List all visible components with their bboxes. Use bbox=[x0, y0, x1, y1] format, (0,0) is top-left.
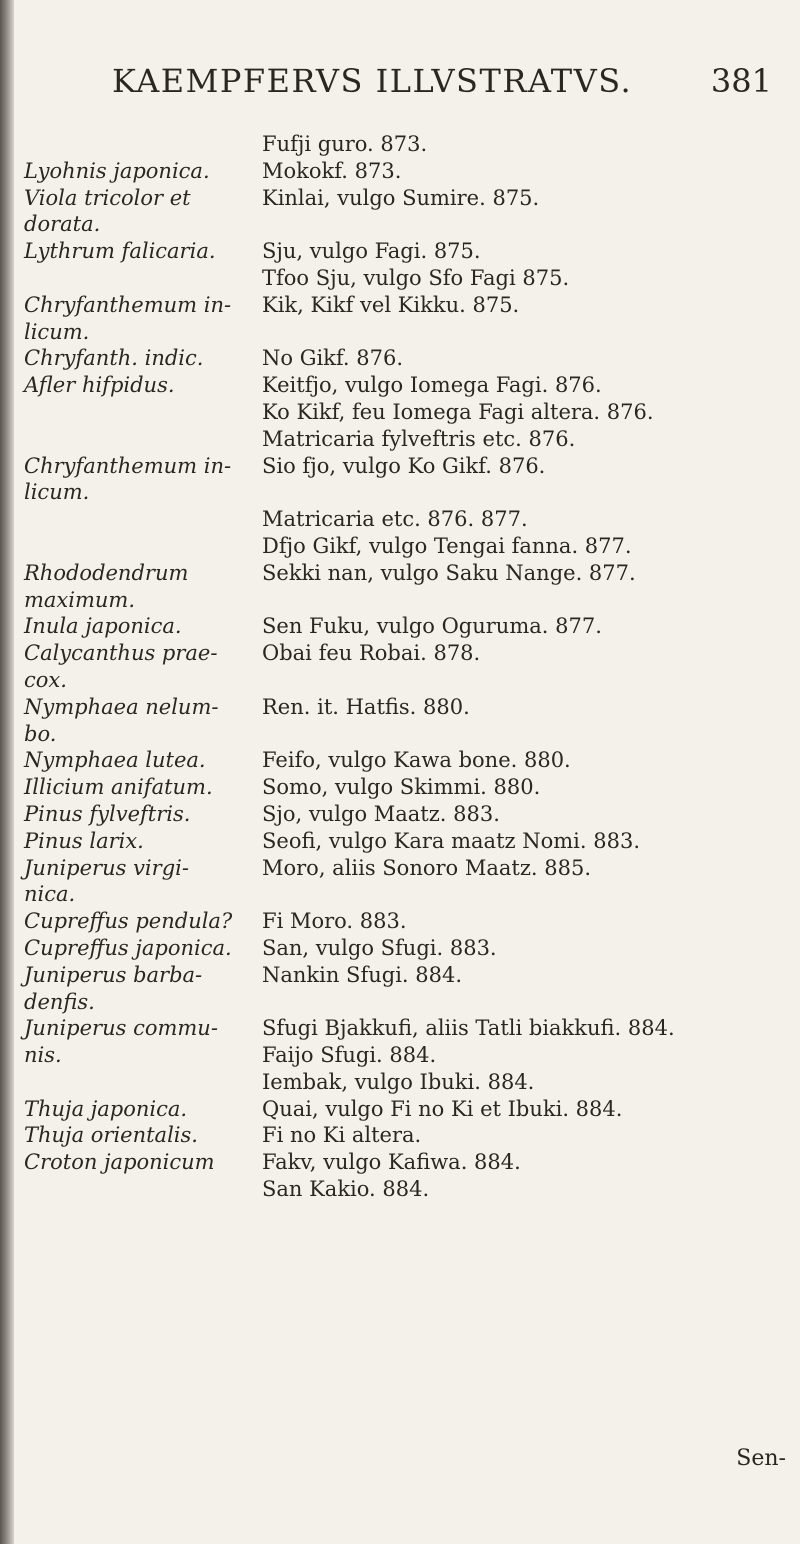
index-line: Inula japonica. Sen Fuku, vulgo Oguruma. 877. bbox=[24, 614, 602, 639]
page-binding-edge bbox=[0, 0, 14, 1544]
index-line: Viola tricolor et Kinlai, vulgo Sumire. 875. bbox=[24, 185, 540, 210]
page-number: 381 bbox=[710, 62, 772, 100]
index-line: Cupreffus pendula? Fi Moro. 883. bbox=[24, 909, 407, 934]
index-line: dorata. bbox=[24, 212, 101, 237]
index-line: Lythrum falicaria. Sju, vulgo Fagi. 875. bbox=[24, 239, 481, 264]
index-line: bo. bbox=[24, 721, 57, 746]
index-line: Tfoo Sju, vulgo Sfo Fagi 875. bbox=[262, 265, 570, 290]
index-line: Juniperus barba- Nankin Sfugi. 884. bbox=[24, 962, 463, 987]
index-line: Calycanthus prae- Obai feu Robai. 878. bbox=[24, 641, 481, 666]
index-line: Chryfanthemum in- Kik, Kikf vel Kikku. 875. bbox=[24, 292, 520, 317]
index-line: Matricaria etc. 876. 877. bbox=[262, 507, 528, 532]
index-line: San Kakio. 884. bbox=[262, 1177, 430, 1202]
index-line: Rhododendrum Sekki nan, vulgo Saku Nange. 877. bbox=[24, 560, 636, 585]
index-line: Juniperus virgi- Moro, aliis Sonoro Maatz. 885. bbox=[24, 855, 592, 880]
index-line: Afler hifpidus. Keitfjo, vulgo Iomega Fagi. 876. bbox=[24, 373, 602, 398]
index-line: Cupreffus japonica. San, vulgo Sfugi. 883. bbox=[24, 935, 497, 960]
index-line: cox. bbox=[24, 667, 67, 692]
index-line: Lyohnis japonica. Mokokf. 873. bbox=[24, 158, 402, 183]
index-line: Croton japonicum Fakv, vulgo Kafiwa. 884. bbox=[24, 1150, 521, 1175]
index-line: Chryfanth. indic. No Gikf. 876. bbox=[24, 346, 404, 371]
index-line: Pinus larix. Seofi, vulgo Kara maatz Nomi. 883. bbox=[24, 828, 641, 853]
index-line: Ko Kikf, feu Iomega Fagi altera. 876. bbox=[262, 399, 654, 424]
index-line: Thuja orientalis. Fi no Ki altera. bbox=[24, 1123, 422, 1148]
index-line: Illicium anifatum. Somo, vulgo Skimmi. 880. bbox=[24, 775, 541, 800]
index-line: licum. bbox=[24, 480, 90, 505]
catchword: Sen- bbox=[736, 1446, 786, 1471]
index-line: Thuja japonica. Quai, vulgo Fi no Ki et Ibuki. 884. bbox=[24, 1096, 623, 1121]
index-line: Pinus fylveftris. Sjo, vulgo Maatz. 883. bbox=[24, 801, 500, 826]
index-line: denfis. bbox=[24, 989, 95, 1014]
page-header bbox=[112, 62, 772, 102]
index-line: Matricaria fylveftris etc. 876. bbox=[262, 426, 576, 451]
index-line: Nymphaea lutea. Feifo, vulgo Kawa bone. 880. bbox=[24, 748, 571, 773]
index-line: Dfjo Gikf, vulgo Tengai fanna. 877. bbox=[262, 533, 632, 558]
index-line: Iembak, vulgo Ibuki. 884. bbox=[262, 1069, 535, 1094]
index-line: licum. bbox=[24, 319, 90, 344]
index-line: nis. Faijo Sfugi. 884. bbox=[24, 1043, 437, 1068]
index-line: nica. bbox=[24, 882, 76, 907]
running-title: KAEMPFERVS ILLVSTRATVS. bbox=[112, 62, 633, 100]
index-line: maximum. bbox=[24, 587, 136, 612]
index-line: Juniperus commu- Sfugi Bjakkufi, aliis Tatli biakkufi. 884. bbox=[24, 1016, 675, 1041]
index-line: Nymphaea nelum- Ren. it. Hatfis. 880. bbox=[24, 694, 470, 719]
index-entries bbox=[24, 132, 784, 1204]
index-line: Fufji guro. 873. bbox=[262, 132, 428, 156]
index-line: Chryfanthemum in- Sio fjo, vulgo Ko Gikf. 876. bbox=[24, 453, 546, 478]
